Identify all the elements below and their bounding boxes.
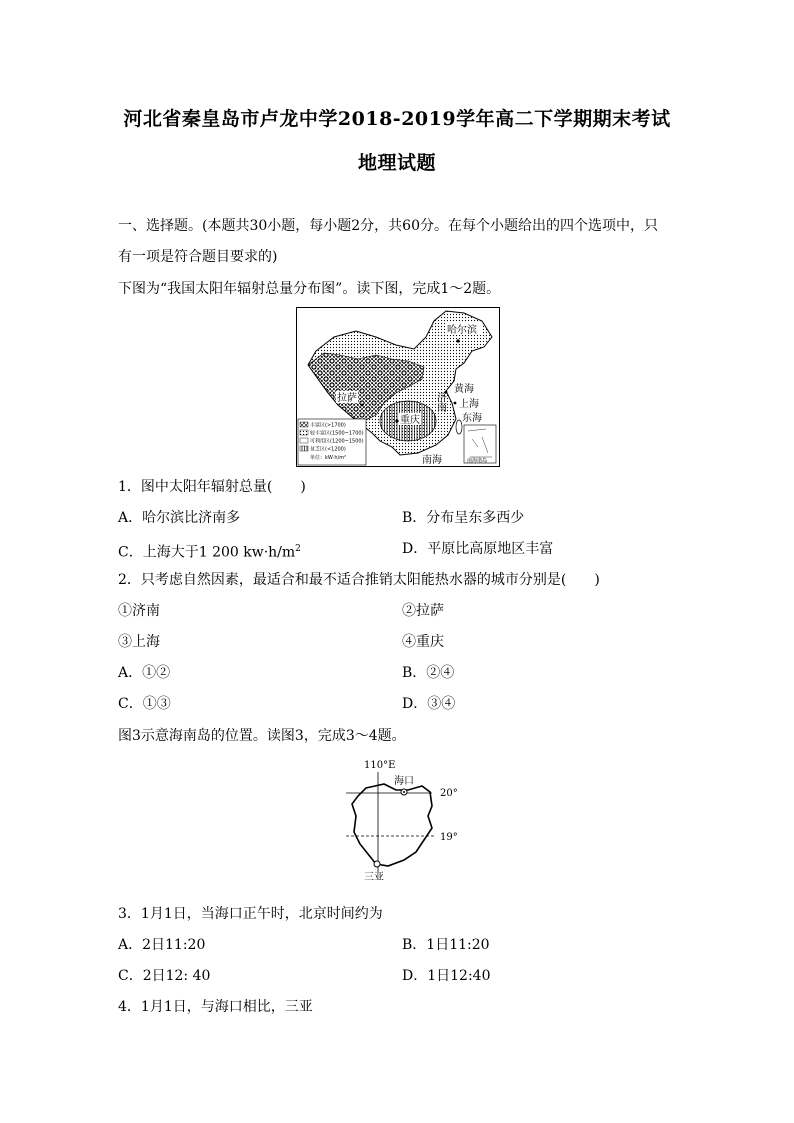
inset-label: 南海诸岛 — [467, 458, 488, 464]
label-jinan-2: 南 — [437, 403, 447, 414]
q1-option-c-text: C．上海大于1 200 kw·h/m — [118, 544, 296, 561]
q1-option-b: B．分布呈东多西少 — [402, 510, 525, 526]
label-lasa: 拉萨 — [337, 393, 357, 404]
q3-option-b: B．1日11:20 — [402, 937, 490, 953]
label-haikou: 海口 — [394, 776, 414, 787]
label-jinan-1: 济 — [437, 393, 447, 404]
q2-option-c: C．①③ — [118, 696, 171, 712]
label-shanghai: 上海 — [459, 399, 479, 410]
q1-option-c — [118, 539, 301, 563]
q1-option-d: D．平原比高原地区丰富 — [402, 541, 554, 557]
q2-option-a: A．①② — [118, 665, 171, 681]
q3-option-a: A．2日11:20 — [118, 937, 206, 953]
section-header-cont: 有一项是符合题目要求的) — [118, 249, 278, 265]
q1-option-a: A．哈尔滨比济南多 — [118, 510, 241, 526]
legend-richer: 较丰富区(1500~1700) — [310, 430, 364, 437]
q1-option-c-sup: 2 — [295, 544, 301, 554]
q4-stem: 4．1月1日，与海口相比，三亚 — [118, 999, 313, 1015]
legend-poor: 贫乏区(<1200) — [310, 446, 346, 453]
label-donghai: 东海 — [462, 413, 482, 424]
label-lat-20: 20° — [440, 788, 458, 799]
document-title: 河北省秦皇岛市卢龙中学2018-2019学年高二下学期期末考试 — [123, 108, 671, 130]
q2-stem: 2．只考虑自然因素，最适合和最不适合推销太阳能热水器的城市分别是( ) — [118, 572, 600, 588]
q2-choice-4: ④重庆 — [402, 634, 444, 650]
legend-rich: 丰富区(>1700) — [310, 422, 346, 429]
label-lat-19: 19° — [440, 832, 458, 843]
q2-choice-3: ③上海 — [118, 634, 160, 650]
q3-option-c: C．2日12: 40 — [118, 968, 211, 984]
hainan-map — [336, 756, 466, 886]
label-chongqing: 重庆 — [400, 415, 420, 426]
q3-stem: 3．1月1日，当海口正午时，北京时间约为 — [118, 906, 383, 922]
label-110e: 110°E — [364, 760, 396, 771]
legend-unit: 单位：kW·h/m² — [310, 455, 347, 461]
q2-choice-1: ①济南 — [118, 603, 160, 619]
label-huanghai: 黄海 — [454, 384, 474, 395]
section-header: 一、选择题。(本题共30小题，每小题2分，共60分。在每个小题给出的四个选项中，只 — [118, 218, 658, 234]
label-harbin: 哈尔滨 — [447, 325, 477, 336]
intro-text-2: 图3示意海南岛的位置。读图3，完成3～4题。 — [118, 728, 406, 744]
q2-option-d: D．③④ — [402, 696, 456, 712]
intro-text: 下图为“我国太阳年辐射总量分布图”。读下图，完成1～2题。 — [118, 281, 501, 297]
label-nanhai: 南海 — [422, 455, 442, 466]
q3-option-d: D．1日12:40 — [402, 968, 491, 984]
document-subtitle: 地理试题 — [357, 152, 436, 174]
q2-option-b: B．②④ — [402, 665, 455, 681]
legend-usable: 可利用区(1200~1500) — [310, 438, 364, 445]
china-solar-map — [296, 307, 500, 467]
q2-choice-2: ②拉萨 — [402, 603, 444, 619]
q1-stem: 1．图中太阳年辐射总量( ) — [118, 479, 306, 495]
label-sanya: 三亚 — [364, 872, 384, 883]
